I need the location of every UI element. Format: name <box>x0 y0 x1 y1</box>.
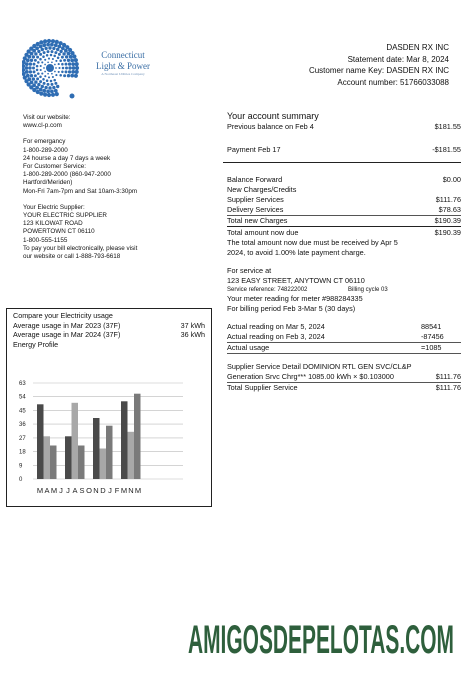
logo-dot <box>52 86 55 89</box>
logo-dot <box>65 70 68 73</box>
x-tick-label: N <box>128 486 134 495</box>
y-tick-label: 18 <box>19 449 26 456</box>
customer-name: DASDEN RX INC <box>386 43 449 52</box>
meter-reading-line: Your meter reading for meter #988284335 <box>227 294 363 303</box>
y-tick-label: 0 <box>19 477 23 483</box>
logo-dot <box>75 70 79 74</box>
logo-dot <box>40 69 42 71</box>
logo-dot <box>30 74 33 77</box>
website-link[interactable]: www.cl-p.com <box>23 122 62 130</box>
logo-dot <box>48 46 51 49</box>
balance-forward-row <box>227 175 461 185</box>
supplier-detail-amount: $111.76 <box>435 372 461 381</box>
logo-dot <box>39 92 43 96</box>
supplier-services-label: Supplier Services <box>227 195 284 204</box>
total-new-charges-amount: $190.39 <box>434 216 461 225</box>
x-tick-label: J <box>66 486 70 495</box>
logo-dot <box>37 50 40 53</box>
website-label: Visit our website: <box>23 114 71 121</box>
logo-dot <box>43 39 47 43</box>
logo-dot <box>23 56 27 60</box>
logo-dot <box>42 89 46 93</box>
logo-dot <box>55 40 59 44</box>
x-tick-label: M <box>134 486 142 495</box>
utility-logo-sunburst <box>22 36 80 102</box>
logo-dot <box>55 74 57 76</box>
logo-dot <box>46 43 50 47</box>
previous-balance-row <box>227 122 461 132</box>
logo-dot <box>43 51 46 54</box>
logo-dot <box>43 82 46 85</box>
logo-dot <box>63 74 66 77</box>
new-charges-label: New Charges/Credits <box>227 185 297 194</box>
logo-dot <box>51 39 55 43</box>
logo-dot <box>74 74 78 78</box>
contact-info <box>23 114 198 261</box>
logo-dot <box>71 70 75 74</box>
logo-dot <box>61 56 64 59</box>
logo-dot <box>34 59 37 62</box>
account-summary <box>227 110 461 393</box>
logo-dot <box>36 42 40 46</box>
total-new-charges-row <box>227 216 461 226</box>
usage-bar <box>50 446 57 480</box>
energy-profile-row <box>7 340 211 350</box>
logo-dot <box>69 55 73 59</box>
logo-dot <box>74 58 78 62</box>
divider <box>227 226 461 227</box>
summary-title: Your account summary <box>227 111 319 121</box>
usage-bar <box>128 432 135 479</box>
logo-dot <box>65 67 68 70</box>
logo-dot <box>37 61 40 64</box>
logo-dot <box>43 67 45 69</box>
supplier-services-row <box>227 195 461 205</box>
delivery-services-row <box>227 205 461 215</box>
logo-dot <box>68 62 71 65</box>
logo-dot <box>51 61 53 63</box>
avg-2023-row <box>7 321 211 331</box>
logo-dot <box>52 58 54 60</box>
previous-balance-amount: $181.55 <box>434 122 461 131</box>
account-header <box>309 42 449 88</box>
logo-dot <box>63 59 66 62</box>
logo-line-2: Light & Power <box>96 61 150 71</box>
logo-dot <box>54 64 56 66</box>
logo-dot <box>64 49 68 53</box>
usage-bar <box>78 446 85 480</box>
logo-dot <box>34 52 37 55</box>
payment-amount: -$181.55 <box>432 145 461 154</box>
logo-dot <box>47 93 51 97</box>
supplier-services-amount: $111.76 <box>435 195 461 204</box>
supplier-label: Your Electric Supplier: <box>23 203 85 211</box>
usage-comparison-box <box>6 308 212 507</box>
x-tick-label: M <box>120 486 128 495</box>
logo-dot <box>75 62 79 66</box>
payment-label: Payment Feb 17 <box>227 145 281 154</box>
logo-dot <box>62 52 65 55</box>
logo-dot <box>48 58 50 60</box>
logo-dot <box>59 74 62 77</box>
logo-dot <box>40 65 42 67</box>
logo-dot <box>47 73 49 75</box>
x-tick-label: J <box>59 486 63 495</box>
logo-dot <box>55 92 59 96</box>
logo-dot <box>41 73 43 75</box>
x-tick-label: S <box>79 486 85 495</box>
energy-profile-label: Energy Profile <box>13 339 59 349</box>
logo-dot <box>58 63 60 65</box>
actual-usage-label: Actual usage <box>227 343 270 352</box>
customer-name-key: Customer name Key: DASDEN RX INC <box>308 66 449 75</box>
logo-dot <box>53 55 56 58</box>
logo-dot <box>70 59 74 63</box>
logo-dot <box>50 80 53 83</box>
usage-bar <box>93 418 100 479</box>
logo-dot <box>54 51 57 54</box>
logo-dot <box>44 64 46 66</box>
y-tick-label: 36 <box>19 422 26 429</box>
logo-dot <box>44 47 47 50</box>
logo-dot <box>46 90 50 94</box>
actual-usage-value: =1085 <box>421 343 442 352</box>
supplier-detail-line-1: Supplier Service Detail DOMINION RTL GEN SVC/CL&P <box>227 362 412 371</box>
service-reference: Service reference: 748222002 <box>227 287 308 293</box>
total-due-row <box>227 228 461 238</box>
usage-bar <box>44 436 51 479</box>
logo-dot <box>24 79 28 83</box>
logo-dot <box>34 80 37 83</box>
logo-dot <box>51 93 55 97</box>
logo-dot <box>28 66 31 69</box>
total-due-label: Total amount now due <box>227 228 299 237</box>
supplier-street: 123 KILOWAT ROAD <box>23 220 83 228</box>
logo-dot <box>23 76 27 80</box>
logo-dot <box>67 59 70 62</box>
logo-dot <box>47 83 50 86</box>
actual-reading-feb-label: Actual reading on Feb 3, 2024 <box>227 332 325 341</box>
account-number: Account number: 51766033088 <box>337 77 449 87</box>
usage-bar <box>121 401 128 479</box>
billing-cycle: Billing cycle 03 <box>348 287 388 293</box>
logo-dot <box>25 66 29 70</box>
x-tick-label: M <box>36 486 44 495</box>
logo-dot <box>33 63 36 66</box>
logo-dot <box>68 66 71 69</box>
supplier-detail-line-2: Generation Srvc Chrg*** 1085.00 kWh × $0.103000 <box>227 372 394 381</box>
logo-dot <box>47 50 50 53</box>
statement-date: Statement date: Mar 8, 2024 <box>347 54 449 64</box>
avg-2023-label: Average usage in Mar 2023 (37F) <box>13 320 121 330</box>
logo-dot <box>29 70 32 73</box>
logo-dot <box>48 86 51 89</box>
usage-bar <box>37 404 44 479</box>
logo-dot <box>39 53 42 56</box>
supplier-phone: 1-800-555-1155 <box>23 236 68 244</box>
logo-dot <box>32 67 35 70</box>
total-new-charges-label: Total new Charges <box>227 216 288 225</box>
logo-dot <box>36 77 39 80</box>
logo-dot <box>29 62 32 65</box>
logo-dot <box>46 79 49 82</box>
usage-bar <box>65 436 72 479</box>
logo-line-3: A Northeast Utilities Company <box>101 72 145 76</box>
logo-dot <box>70 74 74 78</box>
logo-dot <box>65 63 68 66</box>
logo-dot <box>42 55 45 58</box>
pay-electronically-line-1: To pay your bill electronically, please visit <box>23 244 138 252</box>
emergency-label: For emergancy <box>23 138 66 146</box>
total-supplier-row <box>227 383 461 393</box>
logo-dot <box>43 93 47 97</box>
supplier-name: YOUR ELECTRIC SUPPLIER <box>23 212 107 220</box>
avg-2023-value: 37 kWh <box>180 320 205 330</box>
customer-service-label: For Customer Service: <box>23 163 86 171</box>
logo-dot <box>61 71 64 74</box>
logo-dot <box>58 71 60 73</box>
logo-dot <box>32 55 35 58</box>
y-tick-label: 45 <box>19 408 26 415</box>
logo-dot <box>59 50 62 53</box>
due-note-line-1: The total amount now due must be received by Apr 5 <box>227 238 398 247</box>
logo-dot <box>58 53 61 56</box>
billing-period: For billing period Feb 3-Mar 5 (30 days) <box>227 304 356 313</box>
delivery-services-label: Delivery Services <box>227 205 284 214</box>
avg-2024-label: Average usage in Mar 2024 (37F) <box>13 330 121 340</box>
service-at-label: For service at <box>227 266 272 275</box>
logo-dot <box>48 76 50 78</box>
usage-bar <box>134 394 141 479</box>
logo-dot <box>30 59 33 62</box>
logo-dot <box>67 52 71 56</box>
logo-dot <box>36 69 39 72</box>
logo-dot <box>33 70 36 73</box>
logo-dot <box>39 58 42 61</box>
logo-dot <box>44 86 47 89</box>
logo-dot <box>39 80 42 83</box>
actual-reading-mar-label: Actual reading on Mar 5, 2024 <box>227 322 325 331</box>
usage-bar <box>106 426 113 479</box>
x-tick-label: O <box>86 486 92 495</box>
logo-line-1: Connecticut <box>101 50 145 60</box>
logo-dot <box>52 76 54 78</box>
logo-dot <box>36 56 39 59</box>
balance-forward-amount: $0.00 <box>442 175 461 184</box>
x-tick-label: F <box>114 486 120 495</box>
logo-dot <box>36 65 39 68</box>
divider <box>227 353 461 354</box>
logo-dot <box>32 77 35 80</box>
divider <box>223 162 461 163</box>
logo-dot <box>41 61 43 63</box>
energy-profile-chart <box>7 353 207 503</box>
due-note-line-2: 2024, to avoid 1.00% late payment charge. <box>227 248 366 257</box>
logo-dot <box>55 60 57 62</box>
customer-service-phone: 1-800-289-2000 (860-947-2000 <box>23 171 111 179</box>
avg-2024-row <box>7 330 211 340</box>
logo-dot <box>47 39 51 43</box>
x-tick-label: J <box>108 486 112 495</box>
logo-dot <box>72 54 76 58</box>
x-tick-label: A <box>44 486 50 495</box>
logo-dot <box>39 76 42 79</box>
actual-reading-mar-value: 88541 <box>421 322 442 331</box>
logo-dot <box>39 40 43 44</box>
usage-bar <box>100 449 107 480</box>
y-tick-label: 9 <box>19 463 23 470</box>
supplier-city: POWERTOWN CT 06110 <box>23 228 95 236</box>
x-tick-label: N <box>93 486 99 495</box>
emergency-hours: 24 hourse a day 7 days a week <box>23 154 111 162</box>
y-tick-label: 63 <box>19 381 26 387</box>
logo-dot <box>51 73 53 75</box>
service-reference-row <box>227 286 461 294</box>
logo-dot <box>51 83 54 86</box>
logo-dot <box>65 55 68 58</box>
pay-electronically-line-2: our website or call 1-888-793-6618 <box>23 253 121 261</box>
usage-bar <box>72 403 79 479</box>
logo-dot <box>51 50 54 53</box>
x-tick-label: D <box>100 486 106 495</box>
logo-dot <box>62 67 65 70</box>
customer-service-area: Hartford/Meriden) <box>23 179 73 187</box>
watermark-text: AMIGOSDEPELOTAS.COM <box>188 618 454 659</box>
logo-dot <box>55 67 57 69</box>
x-tick-label: M <box>50 486 58 495</box>
logo-dot <box>44 59 46 61</box>
emergency-phone: 1-800-289-2000 <box>23 146 68 154</box>
logo-dot <box>58 67 60 69</box>
usage-title-row <box>7 311 211 321</box>
actual-reading-feb-row <box>227 332 461 342</box>
total-due-amount: $190.39 <box>434 228 461 237</box>
utility-logo-text <box>86 50 160 77</box>
logo-dot <box>67 74 70 77</box>
watermark-logo <box>188 617 456 659</box>
y-tick-label: 54 <box>19 394 26 401</box>
total-supplier-label: Total Supplier Service <box>227 383 298 392</box>
logo-dot <box>56 85 59 88</box>
actual-usage-row <box>227 343 461 353</box>
x-tick-label: A <box>72 486 78 495</box>
logo-dot <box>44 75 46 77</box>
logo-dot <box>71 62 75 66</box>
delivery-services-amount: $78.63 <box>438 205 461 214</box>
logo-dot <box>53 79 56 82</box>
supplier-detail-row <box>227 372 461 382</box>
logo-dot <box>47 61 49 63</box>
logo-dot <box>42 78 45 81</box>
logo-dot <box>42 43 46 47</box>
logo-dot <box>68 70 71 73</box>
actual-reading-mar-row <box>227 322 461 332</box>
previous-balance-label: Previous balance on Feb 4 <box>227 122 314 131</box>
logo-dot <box>50 54 53 57</box>
logo-dot <box>61 63 64 66</box>
logo-dot <box>37 83 40 86</box>
logo-dot <box>52 47 55 50</box>
avg-2024-value: 36 kWh <box>180 330 205 340</box>
logo-dot <box>75 66 79 70</box>
logo-dot <box>34 74 37 77</box>
logo-dot <box>57 57 60 60</box>
customer-service-hours: Mon-Fri 7am-7pm and Sat 10am-3:30pm <box>23 187 138 195</box>
usage-title: Compare your Electricity usage <box>13 311 113 320</box>
logo-dot <box>46 54 49 57</box>
logo-dot <box>54 71 56 73</box>
balance-forward-label: Balance Forward <box>227 175 283 184</box>
logo-center <box>46 64 54 72</box>
total-supplier-amount: $111.76 <box>435 383 461 392</box>
logo-dot <box>54 82 57 85</box>
y-tick-label: 27 <box>19 435 26 442</box>
logo-dot <box>59 59 62 62</box>
logo-registered-mark <box>70 94 75 99</box>
service-address: 123 EASY STREET, ANYTOWN CT 06110 <box>227 276 365 285</box>
logo-dot <box>37 72 40 75</box>
logo-dot <box>72 66 76 70</box>
logo-dot <box>44 71 46 73</box>
payment-row <box>227 145 461 155</box>
actual-reading-feb-value: -87456 <box>421 332 444 341</box>
